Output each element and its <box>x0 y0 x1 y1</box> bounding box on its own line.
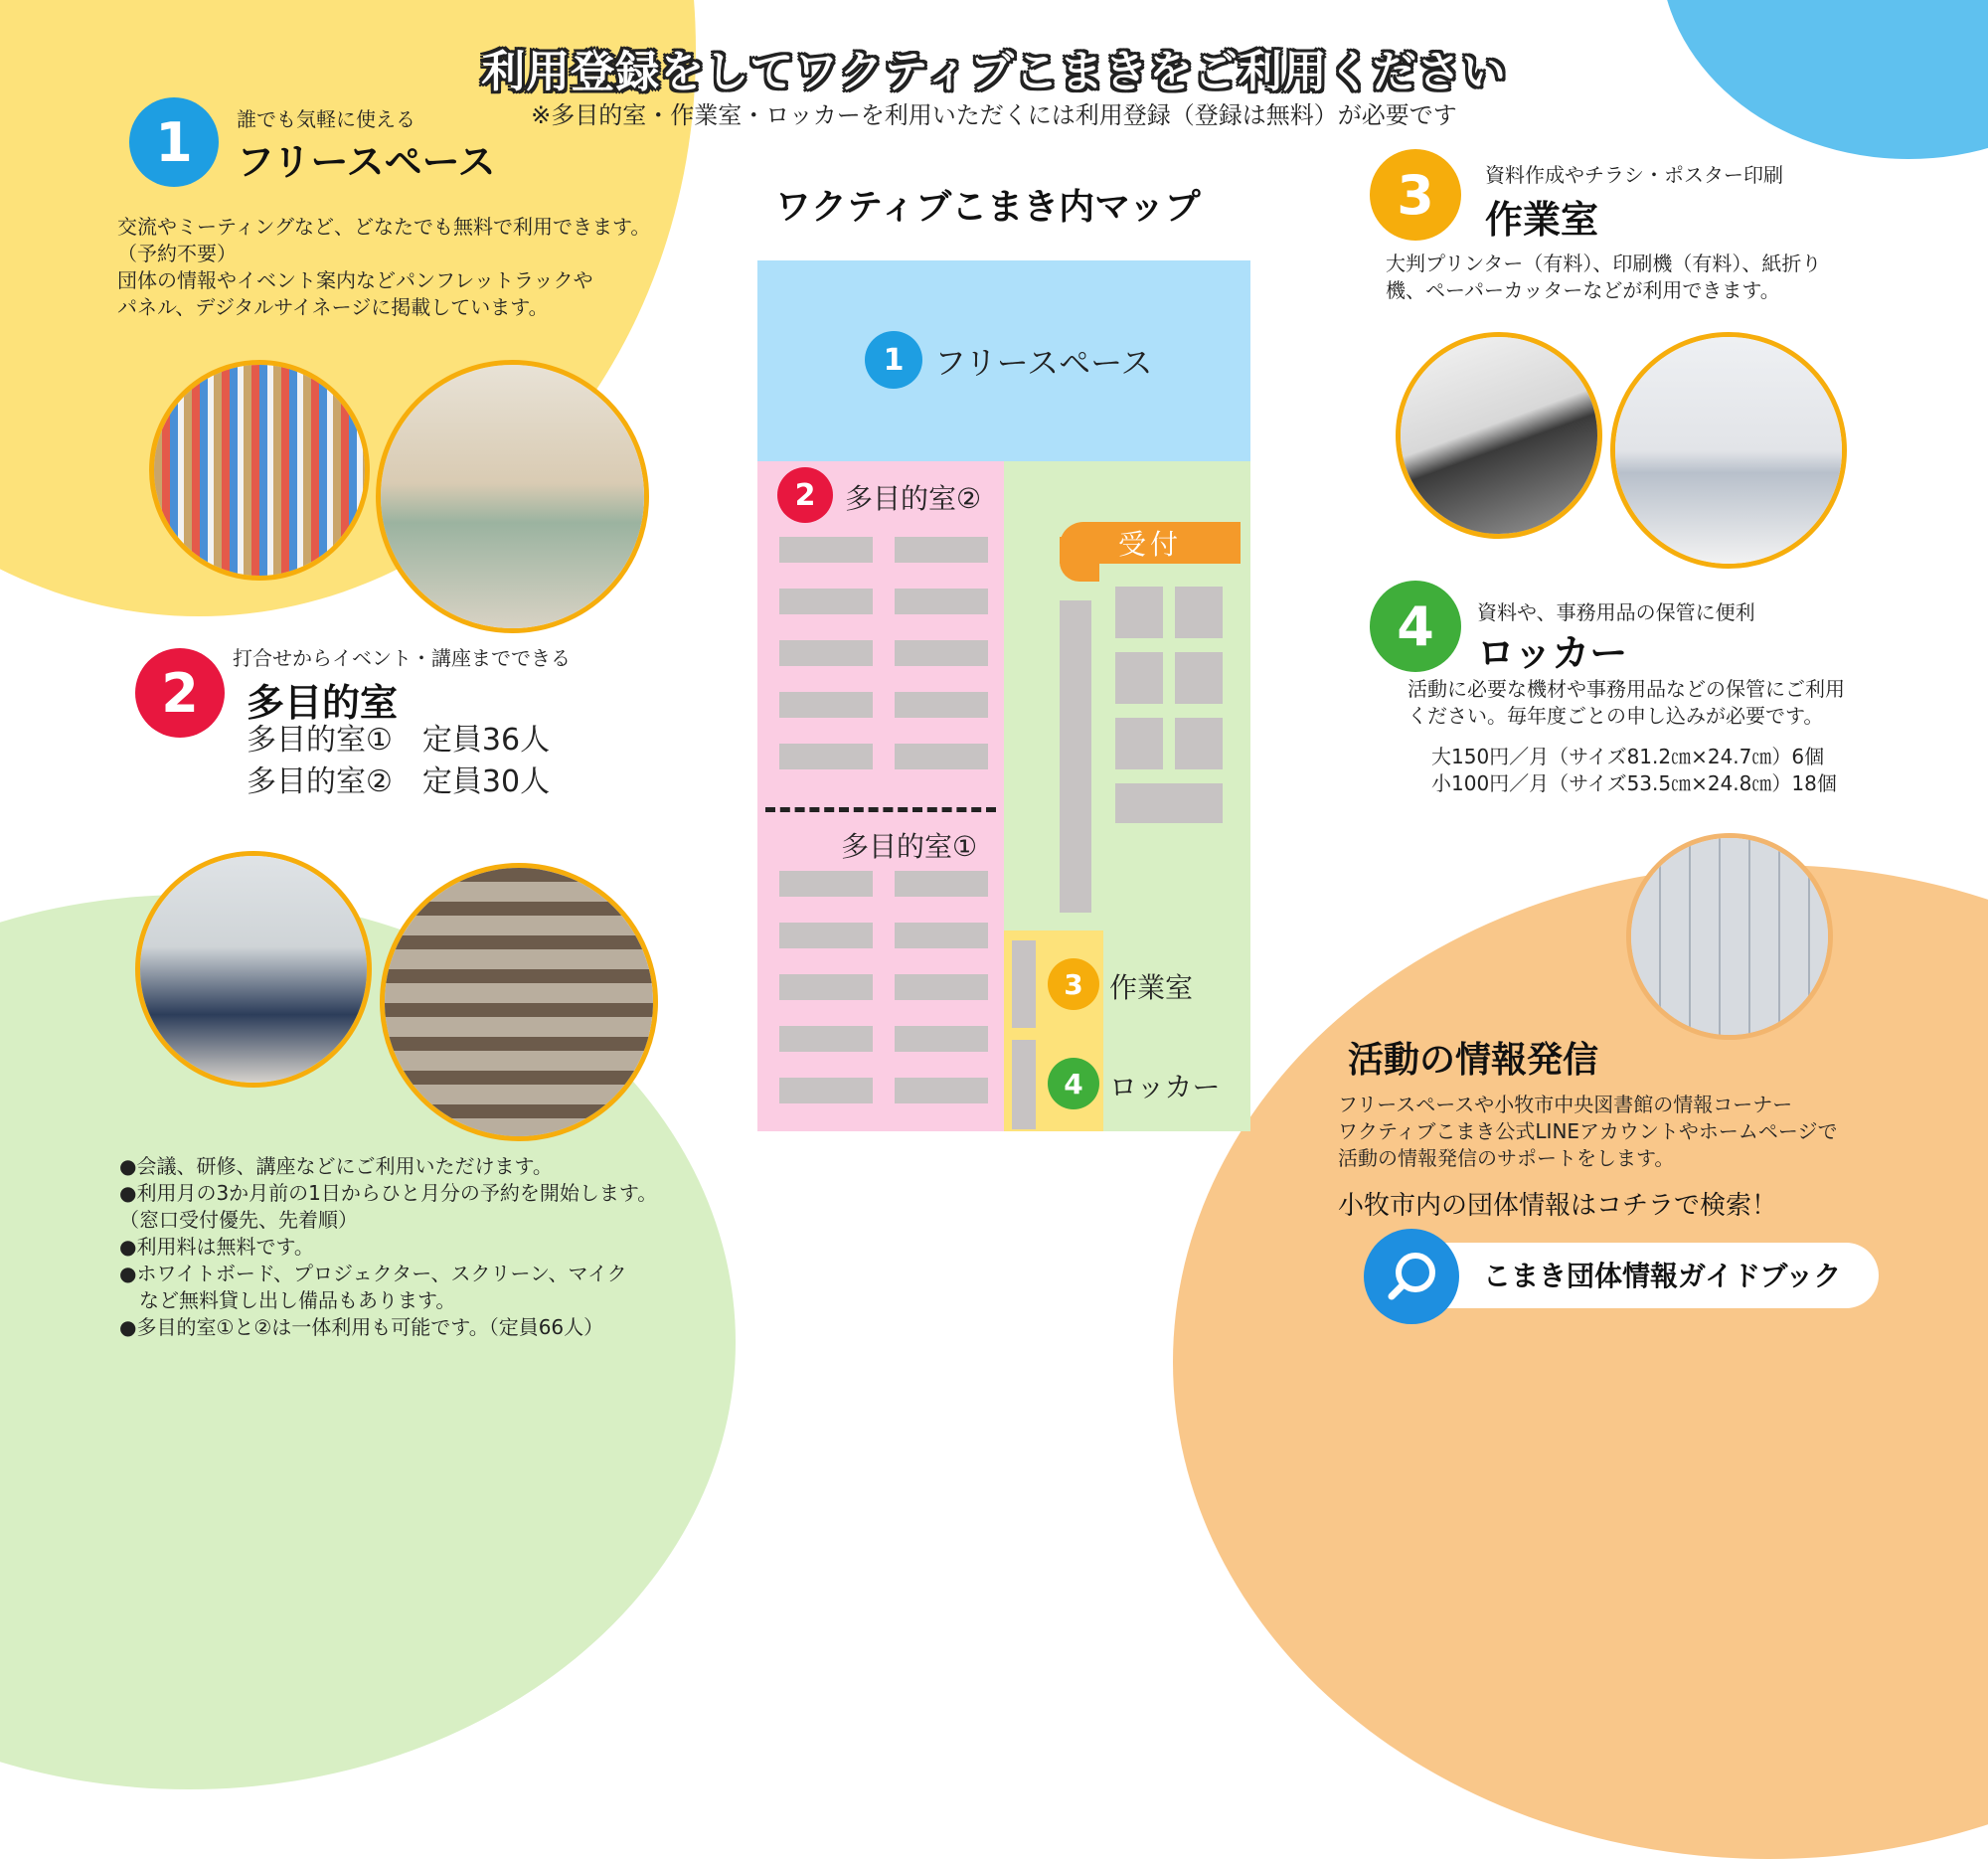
desk <box>779 589 873 614</box>
desk <box>895 692 988 718</box>
search-button[interactable] <box>1364 1229 1459 1324</box>
page-subtitle: ※多目的室・作業室・ロッカーを利用いただくには利用登録（登録は無料）が必要です <box>531 101 1457 129</box>
map-label-reception: 受付 <box>1060 522 1241 564</box>
desk <box>895 537 988 563</box>
desk <box>895 589 988 614</box>
table-block <box>1115 718 1163 769</box>
desk <box>895 974 988 1000</box>
workroom-equipment <box>1012 940 1036 1028</box>
multipurpose-tag: 打合せからイベント・講座までできる <box>233 646 571 670</box>
desk <box>895 640 988 666</box>
desk <box>779 871 873 897</box>
free-space-photo <box>376 360 649 633</box>
map-number-3: 3 <box>1048 958 1099 1010</box>
free-space-tag: 誰でも気軽に使える <box>237 107 415 131</box>
desk <box>779 974 873 1000</box>
map-number-1: 1 <box>865 331 922 389</box>
map-label-workroom: 作業室 <box>1109 971 1194 1004</box>
map-label-free-space: フリースペース <box>934 344 1153 382</box>
printer-photo <box>1396 332 1602 539</box>
desk <box>779 692 873 718</box>
locker-tag: 資料や、事務用品の保管に便利 <box>1477 600 1755 624</box>
desk <box>779 640 873 666</box>
workroom-title: 作業室 <box>1485 198 1599 242</box>
section-number-3: 3 <box>1370 149 1461 241</box>
locker-sizes: 大150円／月（サイズ81.2㎝×24.7㎝）6個 小100円／月（サイズ53.5㎝×24.8㎝）18個 <box>1431 745 1837 795</box>
desk <box>779 1078 873 1103</box>
desk <box>895 923 988 948</box>
multipurpose-title: 多目的室 <box>247 681 399 725</box>
workroom-tag: 資料作成やチラシ・ポスター印刷 <box>1485 163 1783 187</box>
meeting-photo <box>135 851 372 1088</box>
page-title: 利用登録をしてワクティブこまきをご利用ください <box>481 47 1507 97</box>
locker-title: ロッカー <box>1477 631 1628 675</box>
room-divider <box>765 807 996 812</box>
table-block <box>1115 783 1223 823</box>
desk <box>895 1078 988 1103</box>
desk <box>779 537 873 563</box>
desk <box>895 871 988 897</box>
background-orange-shape <box>1173 865 1988 1859</box>
locker-unit <box>1012 1040 1036 1129</box>
map-label-room1: 多目的室① <box>841 830 978 863</box>
locker-photo <box>1626 833 1833 1040</box>
info-description: フリースペースや小牧市中央図書館の情報コーナー ワクティブこまき公式LINEアカウントやホームページで 活動の情報発信のサポートをします。 <box>1338 1093 1838 1170</box>
map-number-4: 4 <box>1048 1058 1099 1109</box>
table-block <box>1175 718 1223 769</box>
desk <box>779 923 873 948</box>
workroom-equipment-photo <box>1610 332 1847 569</box>
info-title: 活動の情報発信 <box>1348 1040 1599 1081</box>
section-number-1: 1 <box>129 97 219 187</box>
shelf <box>1060 600 1091 913</box>
multipurpose-capacity: 多目的室① 定員36人 多目的室② 定員30人 <box>247 723 551 799</box>
table-block <box>1115 652 1163 704</box>
table-block <box>1175 652 1223 704</box>
multipurpose-notes: ●会議、研修、講座などにご利用いただけます。 ●利用月の3か月前の1日からひと月分の予約を開始します。 （窓口受付優先、先着順） ●利用料は無料です。 ●ホワイトボード、プロジェクター、スクリーン、マイク など無料貸し出し備品もあります。 ●多目的室①と②は一体利用も可能です。（定員66人） <box>119 1154 658 1339</box>
map-number-2: 2 <box>777 467 833 523</box>
locker-description: 活動に必要な機材や事務用品などの保管にご利用 ください。毎年度ごとの申し込みが必要です。 <box>1408 677 1845 728</box>
classroom-photo <box>380 863 658 1141</box>
search-icon <box>1364 1229 1459 1324</box>
desk <box>779 1026 873 1052</box>
table-block <box>1115 587 1163 638</box>
table-block <box>1175 587 1223 638</box>
map-label-locker: ロッカー <box>1109 1071 1221 1103</box>
guidebook-link[interactable]: こまき団体情報ガイドブック <box>1483 1260 1842 1292</box>
section-number-2: 2 <box>135 648 225 738</box>
desk <box>895 744 988 769</box>
desk <box>779 744 873 769</box>
free-space-title: フリースペース <box>237 140 496 184</box>
pamphlet-rack-photo <box>149 360 370 581</box>
map-title: ワクティブこまき内マップ <box>775 187 1201 228</box>
section-number-4: 4 <box>1370 581 1461 672</box>
workroom-description: 大判プリンター（有料）、印刷機（有料）、紙折り 機、ペーパーカッターなどが利用できます。 <box>1386 252 1822 302</box>
map-label-room2: 多目的室② <box>845 482 982 515</box>
desk <box>895 1026 988 1052</box>
search-prompt: 小牧市内の団体情報はコチラで検索！ <box>1338 1191 1778 1221</box>
free-space-description: 交流やミーティングなど、どなたでも無料で利用できます。 （予約不要） 団体の情報やイベント案内などパンフレットラックや パネル、デジタルサイネージに掲載しています。 <box>117 215 651 319</box>
